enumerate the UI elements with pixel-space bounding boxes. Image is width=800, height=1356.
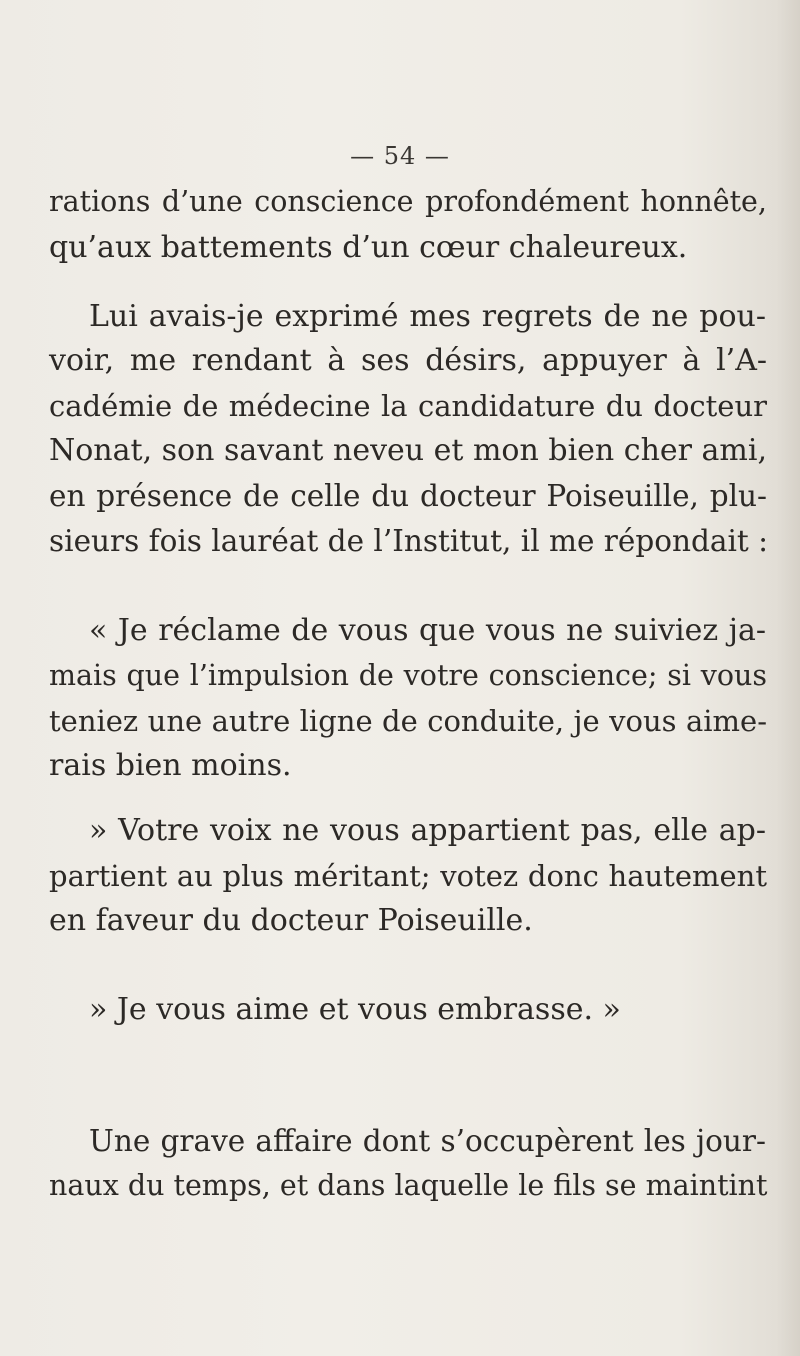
text-line: rations d’une conscience profondément honnête,: [49, 185, 767, 218]
text-line: qu’aux battements d’un cœur chaleureux.: [49, 230, 688, 265]
text-line: Lui avais-je exprimé mes regrets de ne pou-: [89, 299, 766, 334]
text-line: mais que l’impulsion de votre conscience; si vous: [49, 659, 767, 692]
page-number: — 54 —: [350, 142, 450, 170]
text-line: » Je vous aime et vous embrasse. »: [89, 992, 621, 1027]
text-line: en faveur du docteur Poiseuille.: [49, 903, 533, 938]
text-line: en présence de celle du docteur Poiseuille, plu-: [49, 479, 767, 513]
text-line: Une grave affaire dont s’occupèrent les jour-: [89, 1124, 766, 1158]
text-line: rais bien moins.: [49, 748, 292, 783]
text-line: naux du temps, et dans laquelle le fils se maintint: [49, 1169, 768, 1202]
text-line: voir, me rendant à ses désirs, appuyer à l’A-: [49, 343, 767, 378]
text-line: cadémie de médecine la candidature du docteur: [49, 389, 767, 423]
text-line: partient au plus méritant; votez donc hautement: [49, 859, 767, 893]
text-line: teniez une autre ligne de conduite, je vous aime-: [49, 704, 767, 738]
text-line: Nonat, son savant neveu et mon bien cher ami,: [49, 433, 767, 468]
text-line: « Je réclame de vous que vous ne suiviez ja-: [89, 613, 766, 648]
text-line: » Votre voix ne vous appartient pas, elle ap-: [89, 813, 766, 848]
text-line: sieurs fois lauréat de l’Institut, il me répondait :: [49, 524, 769, 558]
